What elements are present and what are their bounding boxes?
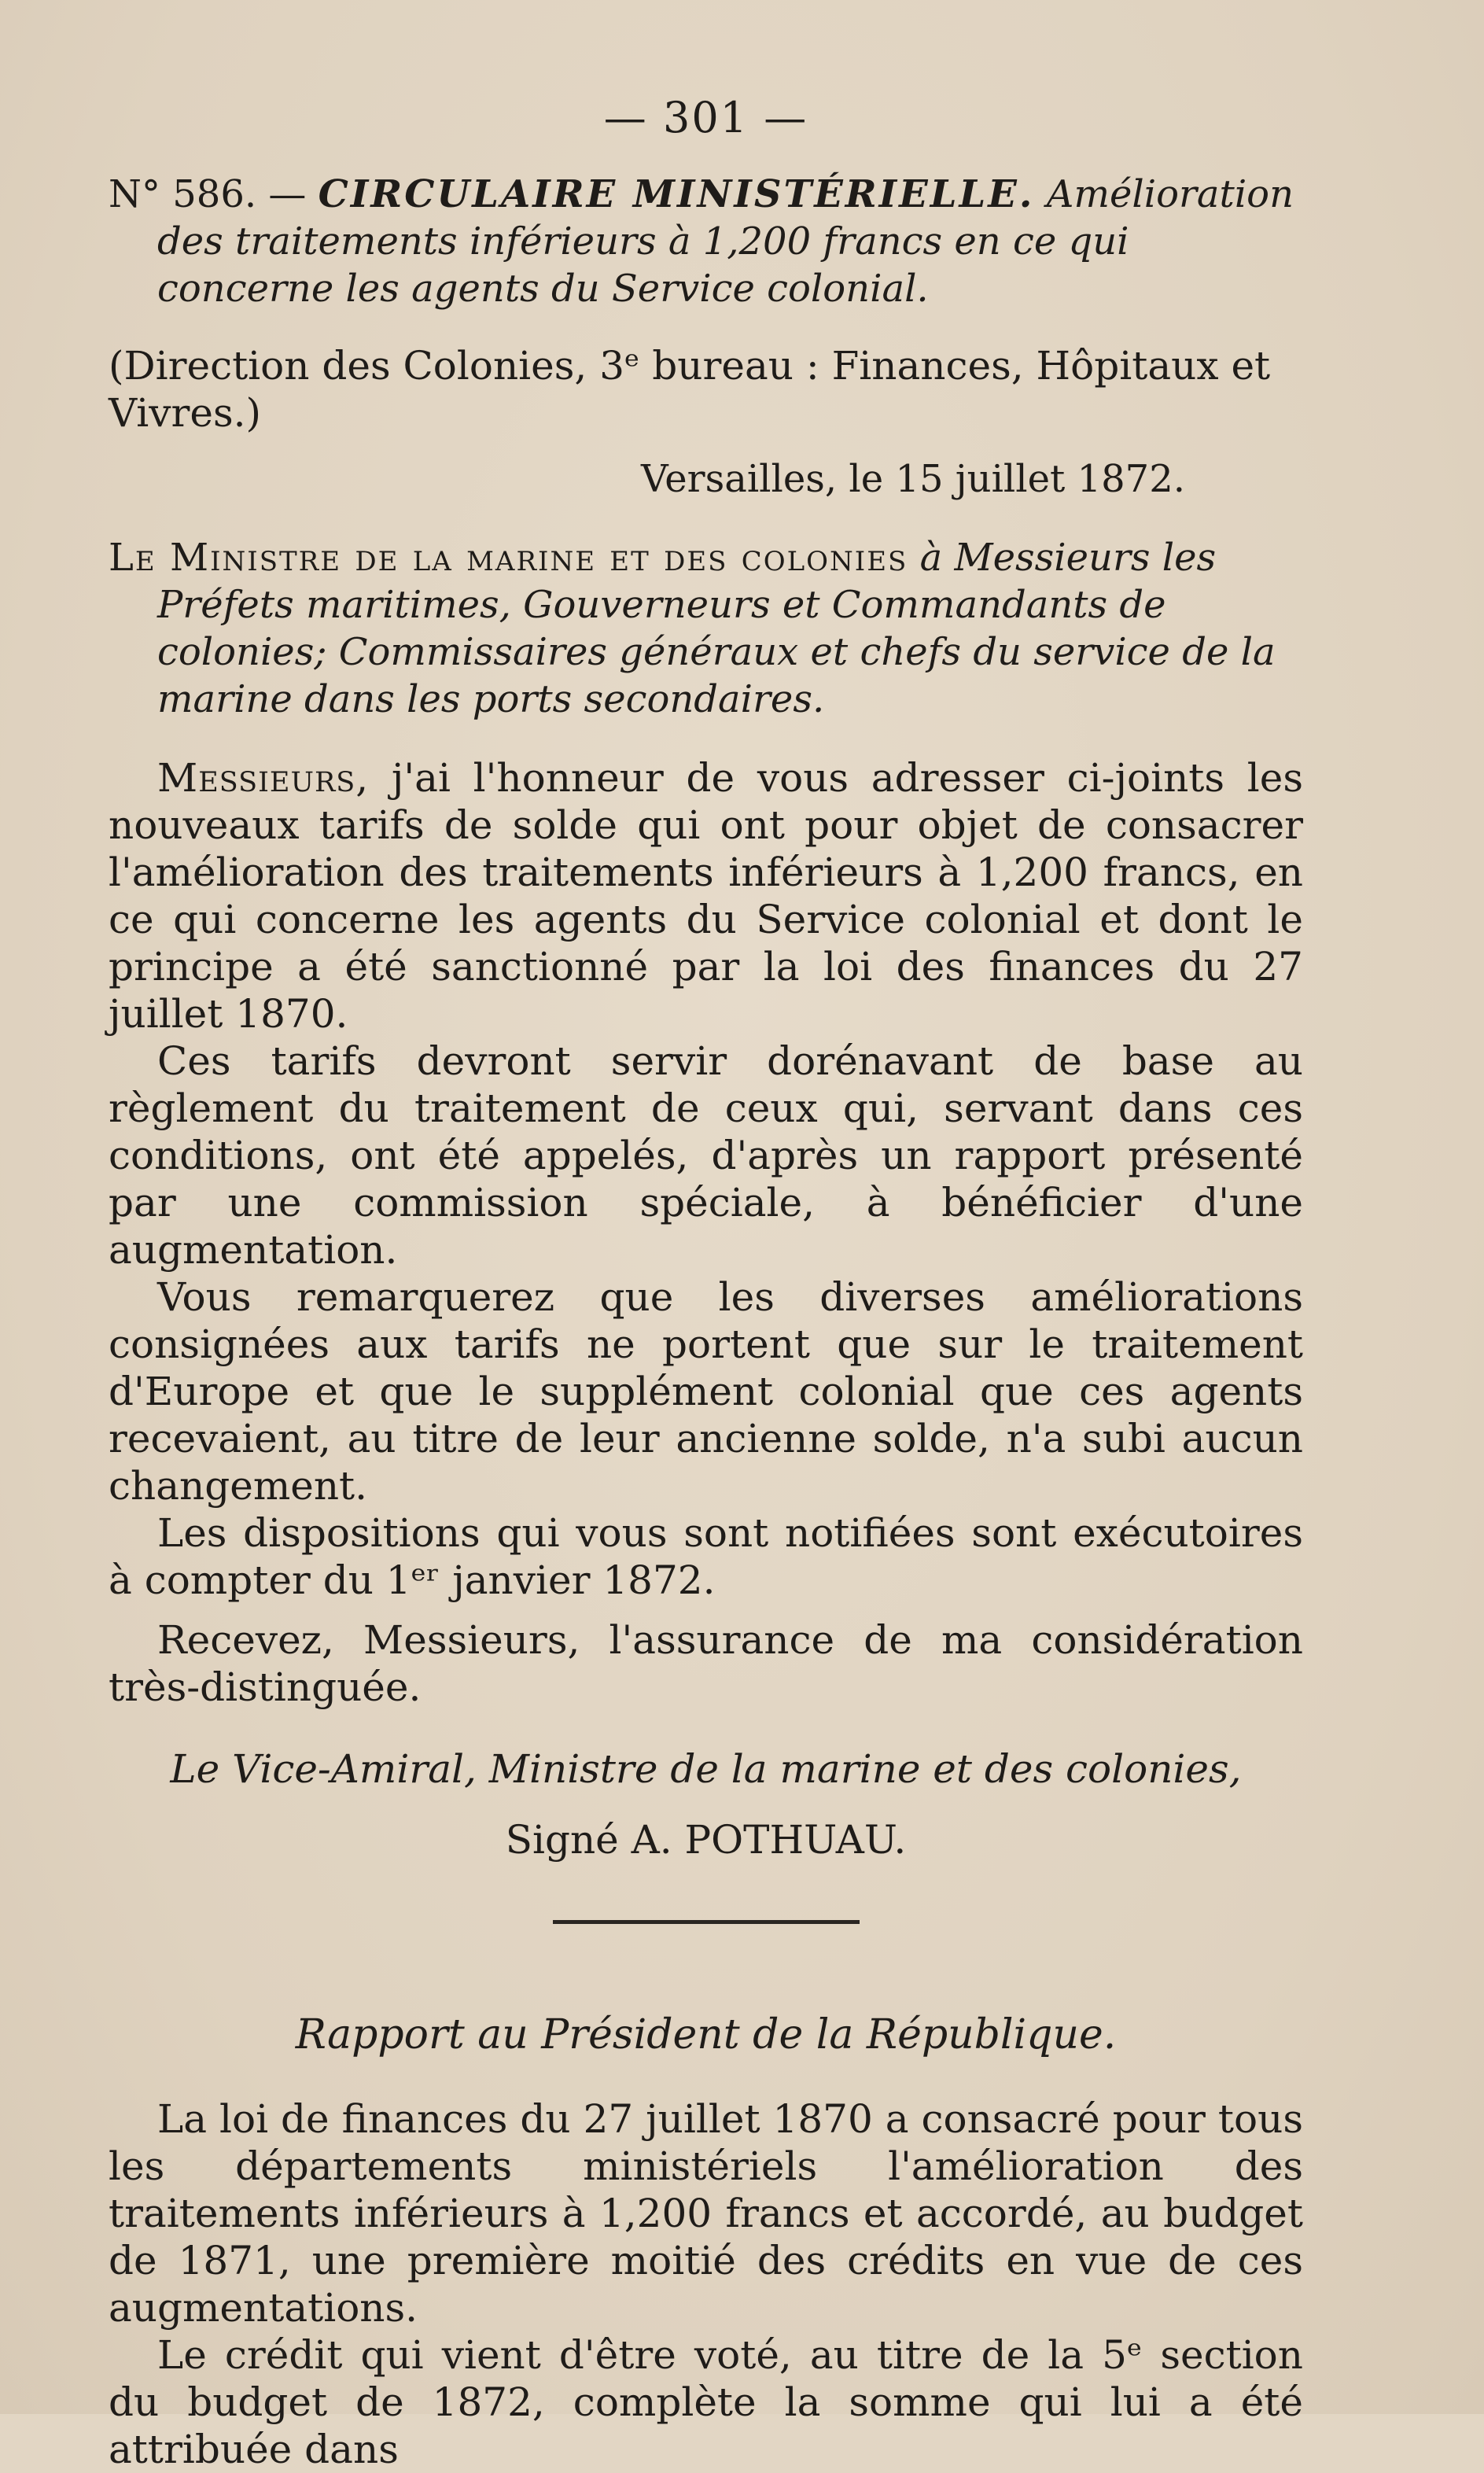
paragraph-3: Vous remarquerez que les diverses améliorations consignées aux tarifs ne portent que sur le traitement d'Europe et que le supplément colonial que ces agents recevaient, au titre de leur ancienne solde, n'a subi aucun changement. [109, 1274, 1303, 1509]
paragraph-4: Les dispositions qui vous sont notifiées sont exécutoires à compter du 1ᵉʳ janvier 1872. [109, 1510, 1303, 1603]
sender: Le Ministre de la marine et des colonies [109, 536, 908, 580]
paragraph-2: Ces tarifs devront servir dorénavant de base au règlement du traitement de ceux qui, servant dans ces conditions, ont été appelés, d'après un rapport présenté par une commission spéciale, à bénéficier d'une augmentation. [109, 1038, 1303, 1273]
salutation: Messieurs, [157, 755, 370, 801]
recipients: à Messieurs les Préfets maritimes, Gouverneurs et Commandants de colonies; Commissaires généraux et chefs du service de la marine dans les ports secondaires. [157, 536, 1276, 721]
paragraph-1 [109, 754, 1303, 1037]
circular-title [109, 171, 1303, 312]
circular-subject: Amélioration des traitements inférieurs à 1,200 francs en ce qui concerne les agents du Service colonial. [157, 172, 1294, 311]
signature-name: Signé A. POTHUAU. [505, 1817, 907, 1863]
report-body [109, 2095, 1303, 2473]
page-number: — 301 — [603, 93, 808, 142]
letter-body [109, 754, 1303, 1711]
date-line: Versailles, le 15 juillet 1872. [640, 457, 1185, 501]
address-block [109, 534, 1303, 723]
report-paragraph-1: La loi de finances du 27 juillet 1870 a consacré pour tous les départements ministériels l'amélioration des traitements inférieurs à 1,200 francs et accordé, au budget de 1871, une première moitié des crédits en vue de ces augmentations. [109, 2096, 1303, 2331]
circular-title-caps: CIRCULAIRE MINISTÉRIELLE. [318, 172, 1035, 216]
signature-role: Le Vice-Amiral, Ministre de la marine et des colonies, [170, 1746, 1242, 1792]
report-title: Rapport au Président de la République. [295, 2011, 1117, 2058]
section-divider [553, 1920, 860, 1924]
report-paragraph-2: Le crédit qui vient d'être voté, au titre de la 5ᵉ section du budget de 1872, complète la somme qui lui a été attribuée dans [109, 2332, 1303, 2472]
paragraph-5: Recevez, Messieurs, l'assurance de ma considération très-distinguée. [109, 1617, 1303, 1710]
circular-number: N° 586. — [109, 172, 319, 216]
paragraph-1-text: j'ai l'honneur de vous adresser ci-joints les nouveaux tarifs de solde qui ont pour objet de consacrer l'amélioration des traitements inférieurs à 1,200 francs, en ce qui concerne les agents du Service colonial et dont le principe a été sanctionné par la loi des finances du 27 juillet 1870. [109, 755, 1303, 1037]
direction-line: (Direction des Colonies, 3ᵉ bureau : Finances, Hôpitaux et Vivres.) [109, 343, 1271, 436]
